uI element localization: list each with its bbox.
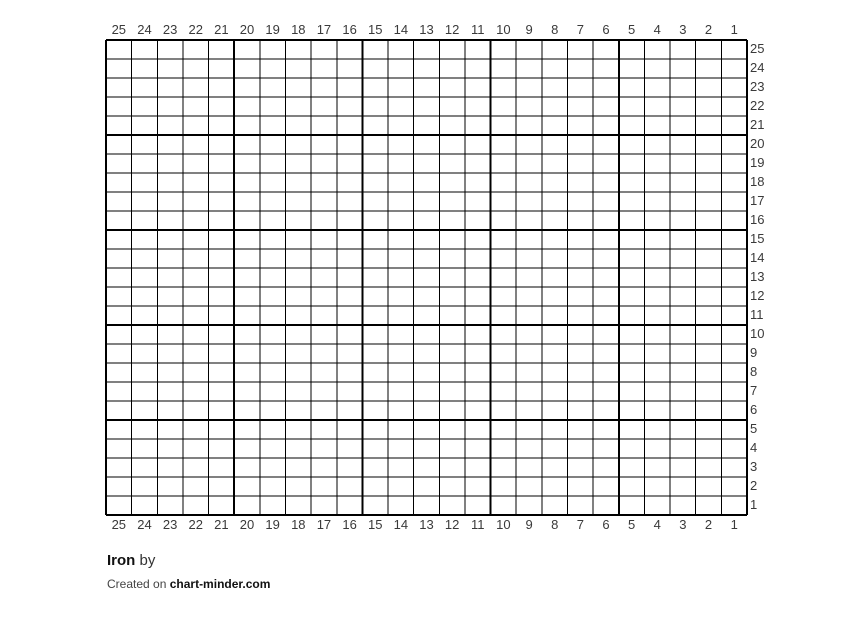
row-label-right: 17 <box>750 193 765 208</box>
column-label-bottom: 12 <box>444 517 460 532</box>
credit-prefix: Created on <box>107 577 167 591</box>
chart-footer <box>107 551 270 592</box>
column-label-bottom: 17 <box>316 517 332 532</box>
row-label-right: 16 <box>750 212 765 227</box>
column-label-bottom: 6 <box>602 517 610 532</box>
row-label-right: 23 <box>750 79 765 94</box>
pattern-name: Iron <box>107 552 136 569</box>
row-label-right: 20 <box>750 136 765 151</box>
credit-line <box>107 576 270 592</box>
row-label-right: 19 <box>750 155 765 170</box>
row-label-right: 2 <box>750 478 758 493</box>
grid-background <box>106 40 747 515</box>
column-label-top: 11 <box>471 22 485 37</box>
row-label-right: 15 <box>750 231 765 246</box>
column-label-bottom: 10 <box>496 517 511 532</box>
row-label-right: 4 <box>750 440 758 455</box>
column-label-bottom: 22 <box>188 517 203 532</box>
column-label-bottom: 24 <box>137 517 152 532</box>
column-label-top: 24 <box>137 22 152 37</box>
column-label-top: 13 <box>419 22 434 37</box>
row-label-right: 9 <box>750 345 758 360</box>
column-label-top: 22 <box>188 22 203 37</box>
column-label-top: 23 <box>162 22 178 37</box>
column-label-top: 8 <box>551 22 559 37</box>
row-label-right: 6 <box>750 402 758 417</box>
column-label-bottom: 7 <box>576 517 584 532</box>
row-label-right: 25 <box>750 41 765 56</box>
column-label-top: 14 <box>393 22 409 37</box>
column-label-top: 25 <box>111 22 127 37</box>
column-label-bottom: 14 <box>393 517 409 532</box>
row-label-right: 21 <box>750 117 765 132</box>
column-label-bottom: 23 <box>162 517 178 532</box>
chart-minder-link[interactable]: chart-minder.com <box>169 577 271 591</box>
column-label-bottom: 15 <box>367 517 383 532</box>
column-label-bottom: 25 <box>111 517 127 532</box>
column-label-bottom: 16 <box>342 517 357 532</box>
pattern-title-line <box>107 551 270 571</box>
row-label-right: 14 <box>750 250 765 265</box>
row-label-right: 10 <box>750 326 765 341</box>
column-label-bottom: 11 <box>471 517 485 532</box>
column-label-top: 4 <box>653 22 661 37</box>
row-label-right: 18 <box>750 174 765 189</box>
column-label-top: 15 <box>367 22 383 37</box>
column-label-top: 9 <box>525 22 533 37</box>
row-label-right: 13 <box>750 269 765 284</box>
column-label-top: 17 <box>316 22 332 37</box>
column-label-top: 18 <box>291 22 306 37</box>
row-label-right: 7 <box>750 383 758 398</box>
column-label-bottom: 1 <box>730 517 738 532</box>
column-label-bottom: 4 <box>653 517 661 532</box>
column-label-top: 5 <box>628 22 636 37</box>
column-label-bottom: 21 <box>214 517 229 532</box>
column-label-bottom: 2 <box>704 517 713 532</box>
column-label-bottom: 8 <box>551 517 559 532</box>
column-label-top: 16 <box>342 22 357 37</box>
row-label-right: 3 <box>750 459 758 474</box>
row-label-right: 22 <box>750 98 765 113</box>
column-label-bottom: 3 <box>679 517 687 532</box>
column-label-top: 2 <box>704 22 713 37</box>
column-label-top: 12 <box>444 22 460 37</box>
column-label-top: 7 <box>576 22 584 37</box>
column-label-top: 6 <box>602 22 610 37</box>
row-label-right: 24 <box>750 60 765 75</box>
column-label-bottom: 9 <box>525 517 533 532</box>
row-label-right: 5 <box>750 421 758 436</box>
column-label-top: 19 <box>265 22 280 37</box>
row-label-right: 1 <box>750 497 758 512</box>
row-label-right: 11 <box>750 307 764 322</box>
column-label-bottom: 18 <box>291 517 306 532</box>
row-label-right: 12 <box>750 288 765 303</box>
column-label-bottom: 5 <box>628 517 636 532</box>
pattern-by-label: by <box>139 552 156 569</box>
column-label-bottom: 13 <box>419 517 434 532</box>
column-label-top: 10 <box>496 22 511 37</box>
row-label-right: 8 <box>750 364 758 379</box>
column-label-top: 3 <box>679 22 687 37</box>
column-label-top: 21 <box>214 22 229 37</box>
column-label-bottom: 19 <box>265 517 280 532</box>
column-label-top: 1 <box>730 22 738 37</box>
column-label-top: 20 <box>239 22 255 37</box>
column-label-bottom: 20 <box>239 517 255 532</box>
